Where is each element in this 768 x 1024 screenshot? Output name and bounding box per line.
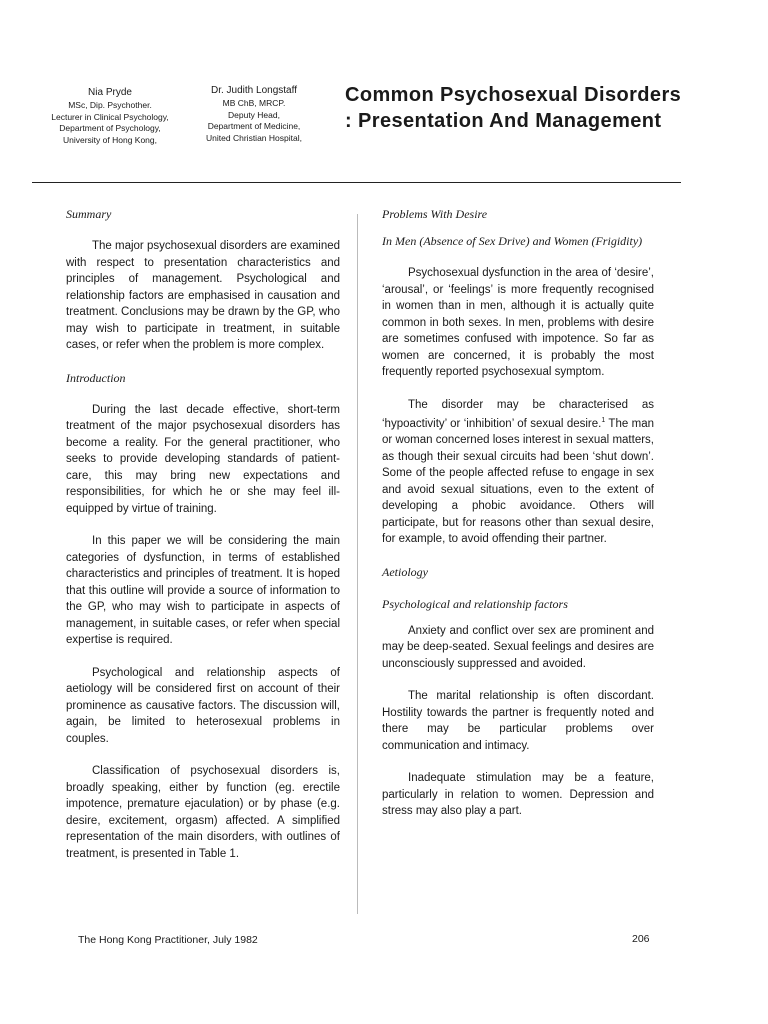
author-institution: United Christian Hospital, bbox=[206, 132, 302, 143]
summary-paragraph: The major psychosexual disorders are examined with respect to presentation characteristics and principles of management. Psychological and relationship factors are emphasised in causation and treatment. Conclusions may be drawn by the GP, who may wish to participate in treatment, in suitable cases, or refer when the problem is more complex. bbox=[66, 240, 341, 351]
introduction-paragraph-3: Psychological and relationship aspects of aetiology will be considered first on account of their prominence as causative factors. The discussion will, again, be limited to heterosexual problems in couples. bbox=[66, 666, 340, 745]
right-column bbox=[382, 206, 654, 820]
introduction-paragraph-4: Classification of psychosexual disorders is, broadly speaking, either by function (eg. erectile impotence, premature ejaculation) or by phase (e.g. desire, excitement, orgasm) affected. A simplified representation of the main disorders, with outlines of treatment, is presented in Table 1. bbox=[66, 765, 340, 860]
aetiology-paragraph-2: The marital relationship is often discordant. Hostility towards the partner is frequently noted and there may be particular problems over communication and intimacy. bbox=[382, 690, 654, 752]
reference-marker: 1 bbox=[601, 417, 606, 424]
author-name: Dr. Judith Longstaff bbox=[211, 85, 297, 96]
introduction-paragraph-1: During the last decade effective, short-term treatment of the major psychosexual disorders has become a reality. For the general practitioner, who seeks to provide developing standards of patient-care, this may bring new expectations and responsibilities, for which he or she may feel ill-equipped by virtue of training. bbox=[66, 403, 340, 515]
author-position: Deputy Head, bbox=[228, 109, 280, 120]
author-block-longstaff bbox=[188, 84, 320, 144]
problems-with-desire-heading: Problems With Desire bbox=[382, 207, 488, 221]
desire-paragraph-1: Psychosexual dysfunction in the area of ‘desire’, ‘arousal’, or ‘feelings’ is more frequently recognised in women than in men, although it is actually quite common in both sexes. In men, problems with desire are sometimes confused with impotence. So far as women are concerned, it is probably the most frequently reported psychosexual symptom. bbox=[382, 267, 654, 378]
aetiology-paragraph-1: Anxiety and conflict over sex are prominent and may be deep-seated. Sexual feelings and desires are unconsciously suppressed and avoided. bbox=[382, 624, 654, 670]
author-department: Department of Medicine, bbox=[207, 121, 301, 131]
author-degrees: MB ChB, MRCP. bbox=[222, 98, 286, 108]
left-column bbox=[66, 206, 340, 862]
author-position: Lecturer in Clinical Psychology, bbox=[51, 111, 169, 122]
author-name: Nia Pryde bbox=[88, 87, 132, 98]
summary-heading: Summary bbox=[66, 207, 112, 221]
introduction-paragraph-2: In this paper we will be considering the main categories of dysfunction, in terms of established characteristics and principles of treatment. It is hoped that this outline will provide a source of information to the GP, who may wish to participate in aspects of management, in suitable cases, or refer when special expertise is required. bbox=[66, 535, 340, 646]
journal-footer: The Hong Kong Practitioner, July 1982 bbox=[78, 934, 258, 946]
introduction-heading: Introduction bbox=[66, 370, 126, 385]
paragraph-text: The man or woman concerned loses interest in sexual matters, as though their sexual circuits had been ‘shut down’. Some of the people affected refuse to engage in sex and avoid sexual situations, even to the extent of developing a phobic avoidance. Others will participate, but for reasons other than sexual desire, for example, to avoid offending their partner. bbox=[382, 417, 654, 546]
author-block-pryde bbox=[30, 86, 190, 146]
column-divider bbox=[357, 214, 358, 914]
men-and-women-subheading: In Men (Absence of Sex Drive) and Women (Frigidity) bbox=[382, 234, 643, 248]
article-title: Common Psychosexual Disorders : Presentation And Management bbox=[345, 84, 682, 132]
paragraph-text: The disorder may be characterised as ‘hypoactivity’ or ‘inhibition’ of sexual desire. bbox=[382, 398, 654, 430]
aetiology-heading: Aetiology bbox=[382, 564, 428, 579]
page-number: 206 bbox=[632, 933, 650, 945]
aetiology-paragraph-3: Inadequate stimulation may be a feature, particularly in relation to women. Depression and stress may also play a part. bbox=[382, 772, 654, 818]
header-rule bbox=[32, 182, 681, 183]
desire-paragraph-2 bbox=[382, 397, 654, 548]
author-institution: University of Hong Kong, bbox=[62, 134, 158, 145]
psychological-factors-heading: Psychological and relationship factors bbox=[382, 596, 568, 611]
author-degrees: MSc, Dip. Psychother. bbox=[68, 100, 152, 110]
author-department: Department of Psychology, bbox=[59, 123, 161, 133]
